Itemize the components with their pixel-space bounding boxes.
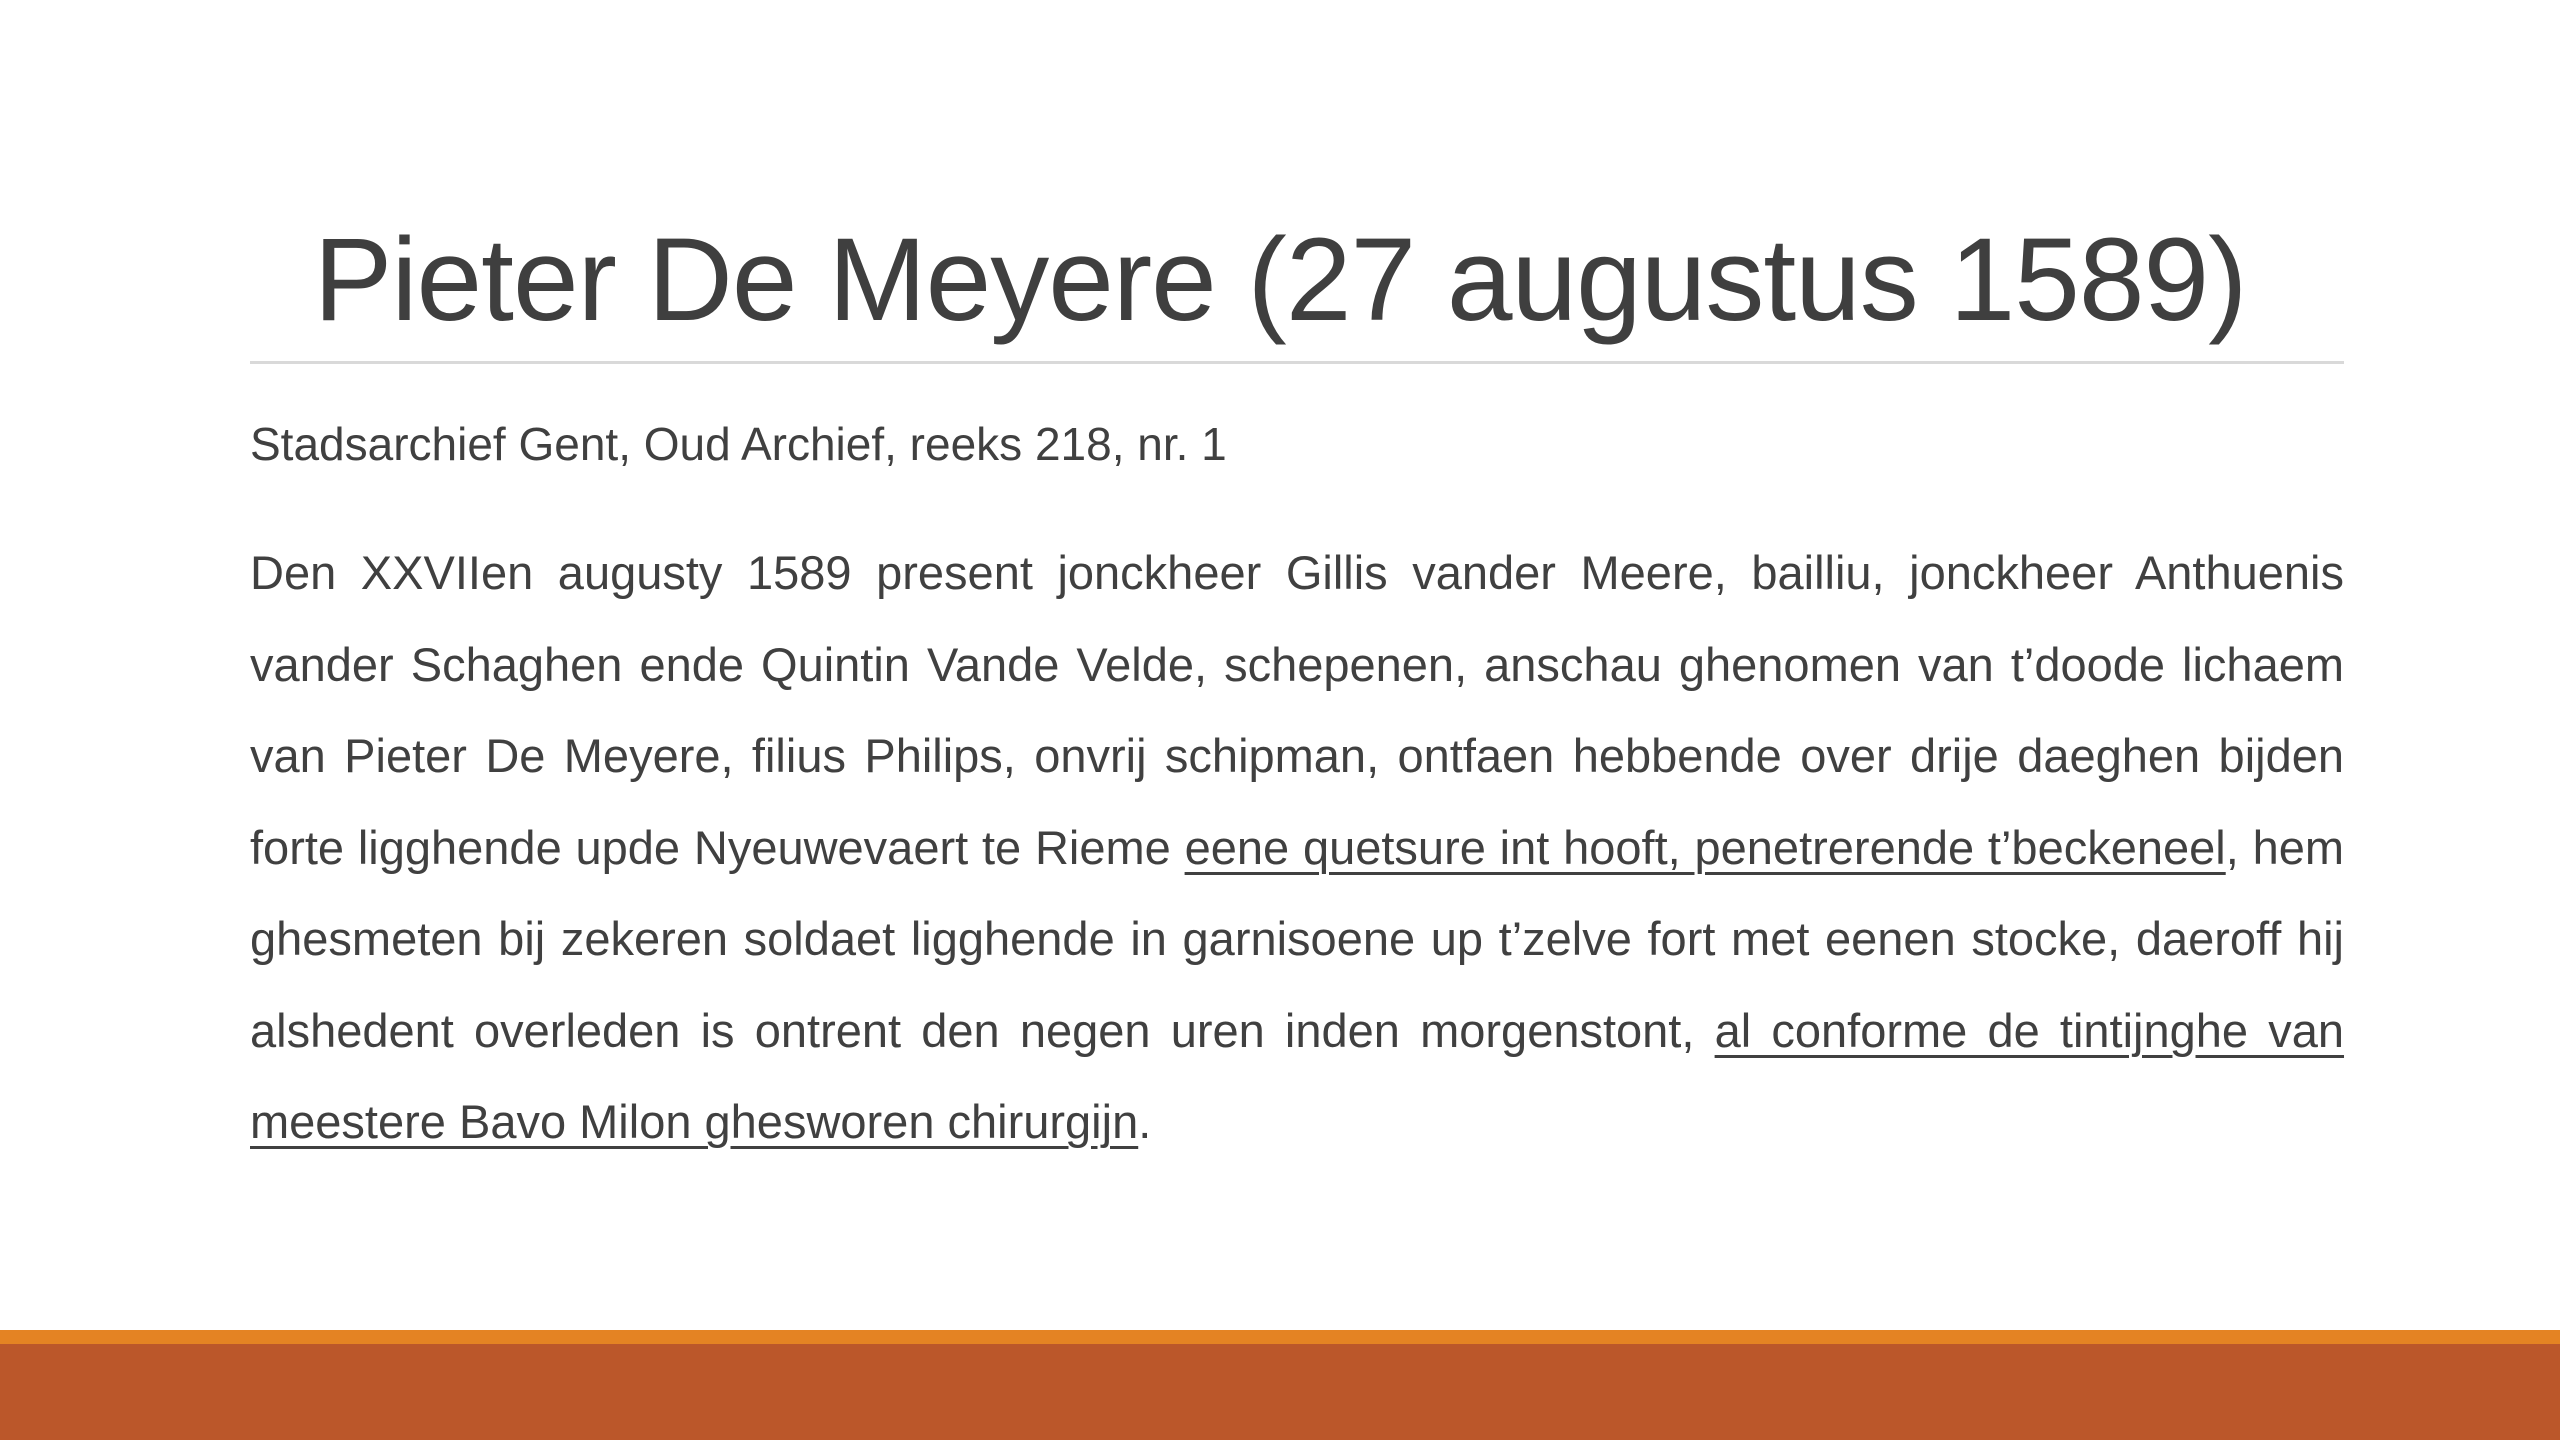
underlined-phrase-surgeon: al conforme de tintijnghe van meestere Bavo Milon ghesworen chirurgijn [250,1003,2345,1148]
footer-accent-stripe [0,1330,2560,1344]
underlined-phrase-wound: eene quetsure int hooft, penetrerende t’beckeneel [1184,820,2226,874]
source-citation: Stadsarchief Gent, Oud Archief, reeks 218, nr. 1 [250,418,1227,470]
slide-title: Pieter De Meyere (27 augustus 1589) [313,214,2247,346]
transcription-paragraph [250,527,2344,1168]
transcription-text-1: Den XXVIIen augusty 1589 present jonckheer Gillis vander Meere, bailliu, jonckheer Anthuenis vander Schaghen ende Quintin Vande Velde, schepenen, anschau ghenomen van t’doode lichaem van Pieter De Meyere, filius Philips, onvrij schipman, ontfaen hebbende over drije daeghen bijden forte ligghende upde Nyeuwevaert te Rieme [250,546,2344,874]
transcription-text-2: , hem ghesmeten bij zekeren soldaet ligghende in garnisoene up t’zelve fort met eenen stocke, daeroff hij alshedent overleden is ontrent den negen uren inden morgenstont, [250,820,2345,1057]
footer-bar [0,1344,2560,1440]
title-divider [250,361,2344,364]
transcription-text-3: . [1138,1095,1152,1148]
